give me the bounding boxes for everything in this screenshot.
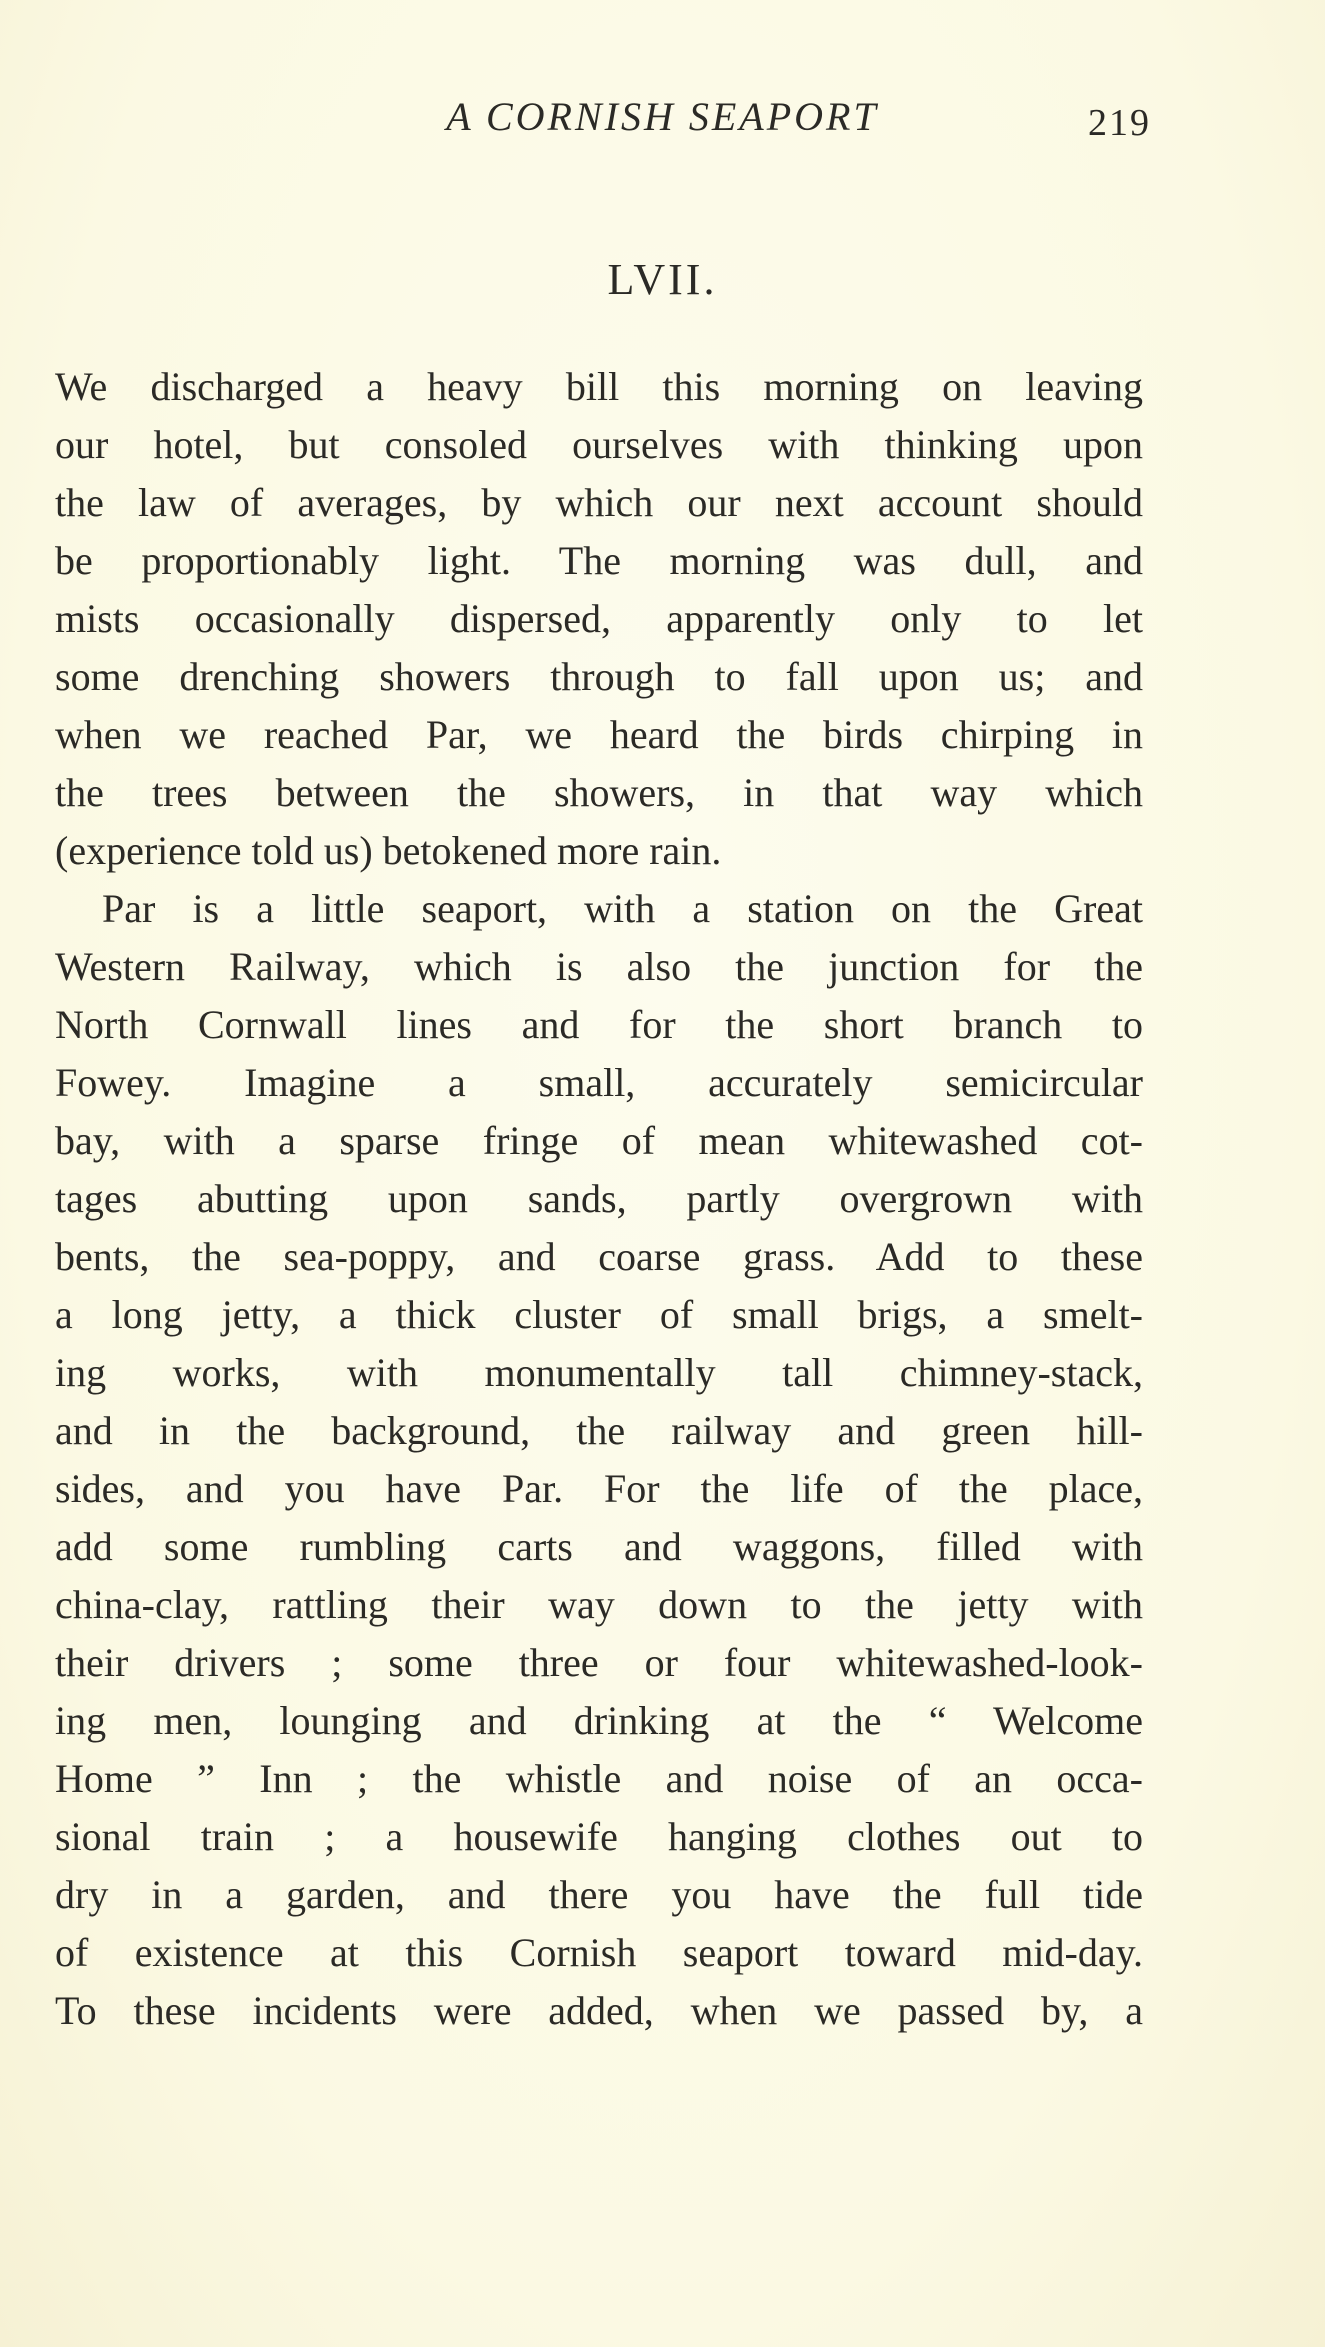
text-line: sional train ; a housewife hanging clothes out to [55, 1814, 1143, 1859]
text-line: Par is a little seaport, with a station on the Great [102, 886, 1143, 931]
text-line: when we reached Par, we heard the birds chirping in [55, 712, 1143, 757]
text-line: dry in a garden, and there you have the full tide [55, 1872, 1143, 1917]
text-line: and in the background, the railway and green hill- [55, 1408, 1143, 1453]
text-line: the trees between the showers, in that way which [55, 770, 1143, 815]
text-line: our hotel, but consoled ourselves with thinking upon [55, 422, 1143, 467]
running-title: A CORNISH SEAPORT [446, 94, 879, 139]
text-line: sides, and you have Par. For the life of the place, [55, 1466, 1143, 1511]
text-line: some drenching showers through to fall upon us; and [55, 654, 1143, 699]
text-line: mists occasionally dispersed, apparently only to let [55, 596, 1143, 641]
text-line: To these incidents were added, when we passed by, a [55, 1988, 1143, 2033]
text-line: a long jetty, a thick cluster of small brigs, a smelt- [55, 1292, 1143, 1337]
text-line: their drivers ; some three or four whitewashed-look- [55, 1640, 1143, 1685]
text-line: We discharged a heavy bill this morning on leaving [55, 364, 1143, 409]
text-line: add some rumbling carts and waggons, filled with [55, 1524, 1143, 1569]
chapter-heading: LVII. [607, 255, 718, 304]
text-line: be proportionably light. The morning was dull, and [55, 538, 1143, 583]
text-line: Western Railway, which is also the junction for the [55, 944, 1143, 989]
running-head [0, 92, 1325, 142]
text-line: china-clay, rattling their way down to the jetty with [55, 1582, 1143, 1627]
text-line: Home ” Inn ; the whistle and noise of an occa- [55, 1756, 1143, 1801]
text-line: (experience told us) betokened more rain. [55, 828, 722, 873]
text-line: bents, the sea-poppy, and coarse grass. Add to these [55, 1234, 1143, 1279]
text-line: Fowey. Imagine a small, accurately semicircular [55, 1060, 1143, 1105]
text-line: ing men, lounging and drinking at the “ Welcome [55, 1698, 1143, 1743]
text-line: North Cornwall lines and for the short branch to [55, 1002, 1143, 1047]
text-line: ing works, with monumentally tall chimney-stack, [55, 1350, 1143, 1395]
page-number: 219 [1088, 102, 1151, 144]
text-line: tages abutting upon sands, partly overgrown with [55, 1176, 1143, 1221]
body-text [55, 358, 1143, 2040]
text-line: the law of averages, by which our next account should [55, 480, 1143, 525]
text-line: bay, with a sparse fringe of mean whitewashed cot- [55, 1118, 1143, 1163]
text-line: of existence at this Cornish seaport toward mid-day. [55, 1930, 1143, 1975]
